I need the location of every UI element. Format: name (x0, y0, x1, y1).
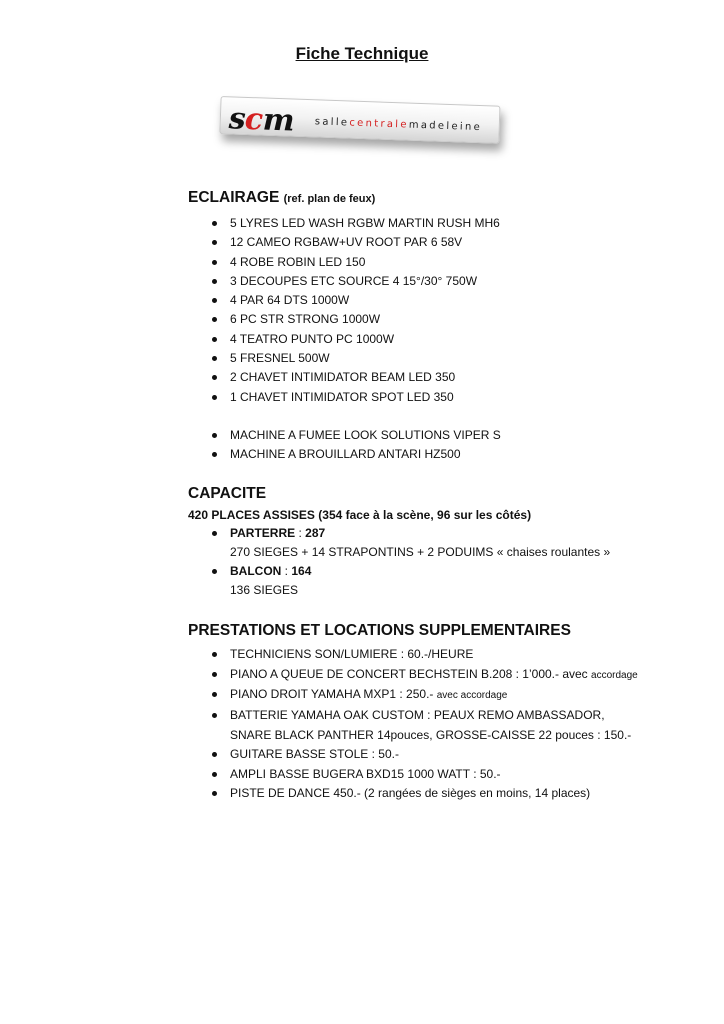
parterre-value: 287 (305, 525, 326, 540)
item-note: avec accordage (436, 690, 508, 702)
list-item: MACHINE A BROUILLARD ANTARI HZ500 (188, 445, 708, 464)
list-item: 4 TEATRO PUNTO PC 1000W (188, 330, 708, 349)
prestations-list (188, 645, 708, 726)
page-title: Fiche Technique (295, 44, 429, 63)
list-item: GUITARE BASSE STOLE : 50.- (188, 745, 708, 764)
balcon-label: BALCON (230, 564, 282, 579)
list-item: 6 PC STR STRONG 1000W (188, 310, 708, 329)
logo-banner (219, 96, 500, 144)
logo-word-salle: salle (314, 116, 350, 129)
document-body (188, 188, 708, 803)
item-text: PIANO A QUEUE DE CONCERT BECHSTEIN B.208 : 1’000.- avec (230, 667, 592, 682)
list-item: 5 FRESNEL 500W (188, 349, 708, 368)
list-item: 4 ROBE ROBIN LED 150 (188, 253, 708, 272)
capacite-list (188, 524, 708, 543)
separator: : (295, 525, 306, 540)
prestations-list-2 (188, 745, 708, 803)
list-item: 2 CHAVET INTIMIDATOR BEAM LED 350 (188, 368, 708, 387)
list-item-parterre (188, 524, 708, 543)
list-item (188, 665, 708, 685)
list-item: AMPLI BASSE BUGERA BXD15 1000 WATT : 50.- (188, 765, 708, 784)
eclairage-title: ECLAIRAGE (188, 189, 280, 206)
eclairage-machines-list (188, 426, 708, 465)
separator: : (281, 564, 292, 579)
list-item: 1 CHAVET INTIMIDATOR SPOT LED 350 (188, 388, 708, 407)
logo-letter-s: s (228, 101, 247, 137)
list-item: 3 DECOUPES ETC SOURCE 4 15°/30° 750W (188, 272, 708, 291)
capacite-summary: 420 PLACES ASSISES (354 face à la scène, 96 sur les côtés) (188, 507, 532, 522)
balcon-value: 164 (291, 564, 312, 579)
eclairage-list (188, 214, 708, 407)
logo-letter-c: c (244, 101, 264, 138)
parterre-label: PARTERRE (230, 525, 296, 540)
section-heading-capacite: CAPACITE (188, 484, 267, 502)
list-item: PISTE DE DANCE 450.- (2 rangées de sièges en moins, 14 places) (188, 784, 708, 803)
list-item: 4 PAR 64 DTS 1000W (188, 291, 708, 310)
parterre-detail: 270 SIEGES + 14 STRAPONTINS + 2 PODUIMS « chaises roulantes » (230, 544, 611, 559)
logo-wordmark (315, 116, 483, 133)
item-text: PIANO DROIT YAMAHA MXP1 : 250.- (230, 687, 437, 702)
batterie-continuation: SNARE BLACK PANTHER 14pouces, GROSSE-CAISSE 22 pouces : 150.- (230, 727, 632, 742)
eclairage-subtitle: (ref. plan de feux) (283, 193, 376, 205)
section-heading-eclairage (188, 188, 708, 209)
logo-letter-m: m (262, 102, 296, 139)
section-heading-prestations: PRESTATIONS ET LOCATIONS SUPPLEMENTAIRES (188, 621, 571, 639)
list-item (188, 706, 708, 726)
scm-logo (218, 88, 502, 158)
list-item: 5 LYRES LED WASH RGBW MARTIN RUSH MH6 (188, 214, 708, 233)
item-note: accordage (591, 670, 638, 682)
list-item (188, 645, 708, 665)
balcon-detail: 136 SIEGES (230, 583, 299, 598)
list-item: MACHINE A FUMEE LOOK SOLUTIONS VIPER S (188, 426, 708, 445)
list-item: 12 CAMEO RGBAW+UV ROOT PAR 6 58V (188, 233, 708, 252)
item-text: BATTERIE YAMAHA OAK CUSTOM : PEAUX REMO AMBASSADOR, (230, 707, 605, 722)
list-item-balcon (188, 562, 708, 581)
logo-word-centrale: centrale (349, 117, 409, 131)
item-text: TECHNICIENS SON/LUMIERE : 60.-/HEURE (230, 646, 474, 661)
capacite-list-balcon (188, 562, 708, 581)
logo-word-madeleine: madeleine (408, 119, 483, 134)
list-item (188, 685, 708, 705)
